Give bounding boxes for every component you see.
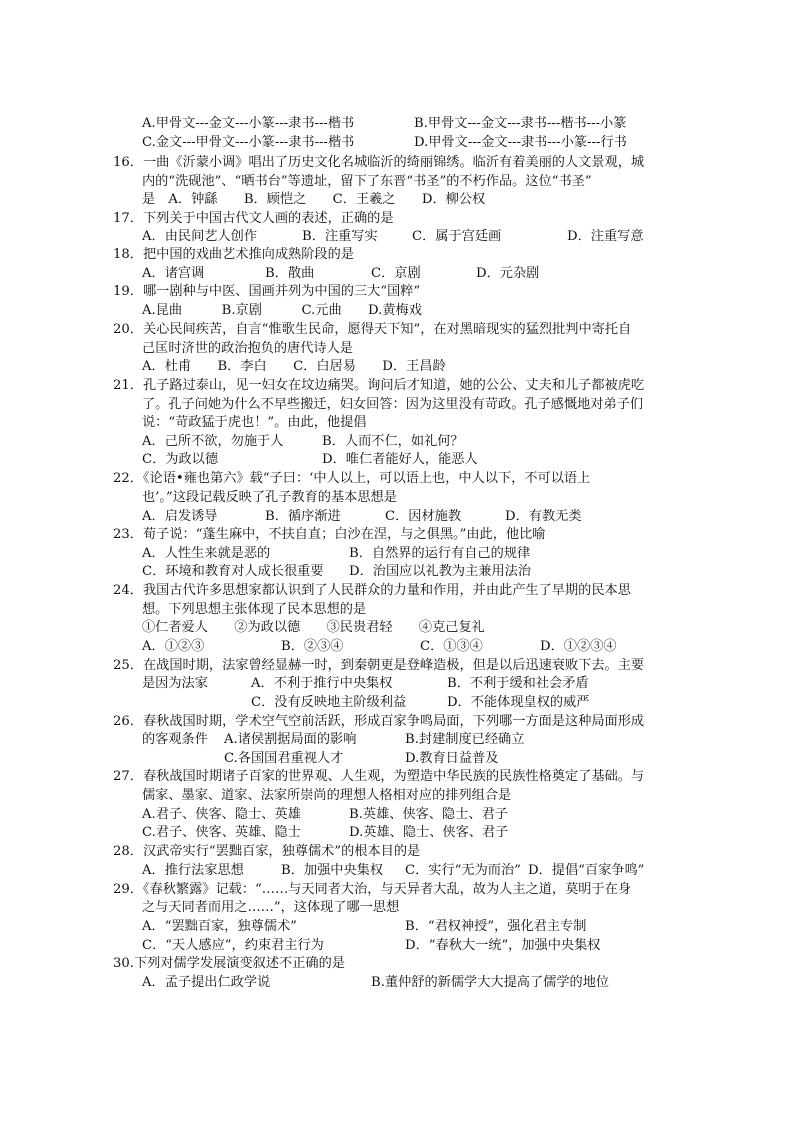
q27-option-c: C.君子、侠客、英雄、隐士 <box>142 825 301 840</box>
q29-option-c: C．“天人感应”，约束君主行为 <box>142 938 324 953</box>
q17-option-b: B．注重写实 <box>302 229 378 244</box>
q18-option-a: A．诸宫调 <box>142 266 205 281</box>
q17-option-a: A．由民间艺人创作 <box>142 229 258 244</box>
q21-option-b: B．人而不仁，如礼何？ <box>322 434 464 449</box>
q29-option-d: D．“春秋大一统”，加强中央集权 <box>405 938 601 953</box>
q18-option-b: B．散曲 <box>265 266 315 281</box>
q26-option-b: B.封建制度已经确立 <box>405 732 525 747</box>
q27-option-a: A.君子、侠客、隐士、英雄 <box>142 807 301 822</box>
q18-option-d: D．元杂剧 <box>476 266 540 281</box>
q28-option-c: C．实行“无为而治” <box>405 863 521 878</box>
q23-option-c: C．环境和教育对人成长很重要 <box>142 564 324 579</box>
q26-stem: 26．春秋战国时期，学术空气空前活跃，形成百家争鸣局面，下列哪一方面是这种局面形成 <box>113 714 645 729</box>
q24-option-a: A．①②③ <box>142 639 205 654</box>
q24-statements: ①仁者爱人 ②为政以德 ③民贵君轻 ④克己复礼 <box>142 620 485 635</box>
q30-option-b: B.董仲舒的新儒学大大提高了儒学的地位 <box>371 975 610 990</box>
q23-option-b: B．自然界的运行有自己的规律 <box>349 546 531 561</box>
q25-option-c: C．没有反映地主阶级利益 <box>251 695 407 710</box>
q22-stem: 也’。”这段记载反映了孔子教育的基本思想是 <box>142 490 397 505</box>
q29-option-a: A．“罢黜百家，独尊儒术” <box>142 919 297 934</box>
q15-option-d: D.甲骨文---金文---隶书---小篆---行书 <box>414 135 627 150</box>
q28-option-b: B．加强中央集权 <box>281 863 384 878</box>
q16-stem: 内的“洗砚池”、“晒书台”等遗址，留下了东晋“书圣”的不朽作品。这位“书圣” <box>142 174 592 189</box>
q16-options: 是 A．钟繇 B．顾恺之 C．王羲之 D．柳公权 <box>142 192 486 207</box>
q18-stem: 18．把中国的戏曲艺术推向成熟阶段的是 <box>113 247 354 262</box>
q25-stem: 25．在战国时期，法家曾经显赫一时，到秦朝更是登峰造极，但是以后迅速衰败下去。主要 <box>113 658 645 673</box>
q22-option-c: C．因材施教 <box>385 509 462 524</box>
q17-option-d: D．注重写意 <box>567 229 644 244</box>
q23-option-a: A．人性生来就是恶的 <box>142 546 271 561</box>
q16-stem: 16．一曲《沂蒙小调》唱出了历史文化名城临沂的绮丽锦绣。临沂有着美丽的人文景观，城 <box>113 155 645 170</box>
q26-option-a: A.诸侯割据局面的影响 <box>224 732 357 747</box>
q23-stem: 23．荀子说：“蓬生麻中，不扶自直；白沙在涅，与之俱黑。”由此，他比喻 <box>113 527 546 542</box>
q27-option-d: D.英雄、隐士、侠客、君子 <box>349 825 509 840</box>
q26-option-d: D.教育日益普及 <box>405 751 499 766</box>
q21-stem: 说：“苛政猛于虎也！”。由此，他提倡 <box>142 415 367 430</box>
q15-option-c: C.金文---甲骨文---小篆---隶书---楷书 <box>142 135 355 150</box>
q25-option-a: A．不利于推行中央集权 <box>251 676 393 691</box>
q22-option-d: D．有教无类 <box>505 509 582 524</box>
q30-option-a: A．孟子提出仁政学说 <box>142 975 271 990</box>
q17-stem: 17．下列关于中国古代文人画的表述，正确的是 <box>113 211 394 226</box>
q20-options: A．杜甫 B．李白 C．白居易 D．王昌龄 <box>142 359 446 374</box>
q29-stem: 之与天同者而用之……”，这体现了哪一思想 <box>142 900 400 915</box>
q21-option-c: C．为政以德 <box>142 452 219 467</box>
q26-option-c: C.各国国君重视人才 <box>224 751 344 766</box>
q29-option-b: B．“君权神授”，强化君主专制 <box>405 919 587 934</box>
q27-stem: 儒家、墨家、道家、法家所崇尚的理想人格相对应的排列组合是 <box>142 788 512 803</box>
q22-stem: 22．《论语•雍也第六》载“子曰：‘中人以上，可以语上也，中人以下，不可以语上 <box>113 471 591 486</box>
q24-option-b: B．②③④ <box>281 639 344 654</box>
q19-stem: 19．哪一剧种与中医、国画并列为中国的三大“国粹” <box>113 284 421 299</box>
q23-option-d: D．治国应以礼教为主兼用法治 <box>349 564 532 579</box>
q15-option-b: B.甲骨文---金文---隶书---楷书---小篆 <box>414 116 627 131</box>
q28-option-a: A．推行法家思想 <box>142 863 244 878</box>
q22-option-b: B．循序渐进 <box>265 509 341 524</box>
q18-option-c: C．京剧 <box>371 266 421 281</box>
q21-option-a: A．己所不欲，勿施于人 <box>142 434 284 449</box>
q20-stem: 己匡时济世的政治抱负的唐代诗人是 <box>142 341 353 356</box>
q28-stem: 28．汉武帝实行“罢黜百家，独尊儒术”的根本目的是 <box>113 844 421 859</box>
q24-stem: 想。下列思想主张体现了民本思想的是 <box>142 602 367 617</box>
q26-stem: 的客观条件 <box>142 732 208 747</box>
q17-option-c: C．属于宫廷画 <box>412 229 502 244</box>
q30-stem: 30.下列对儒学发展演变叙述不正确的是 <box>113 956 345 971</box>
q25-stem: 是因为法家 <box>142 676 208 691</box>
q28-option-d: D．提倡“百家争鸣” <box>528 863 645 878</box>
q15-option-a: A.甲骨文---金文---小篆---隶书---楷书 <box>142 116 355 131</box>
q25-option-b: B．不利于缓和社会矛盾 <box>447 676 589 691</box>
q27-option-b: B.英雄、侠客、隐士、君子 <box>349 807 508 822</box>
q29-stem: 29．《春秋繁露》记载：“……与天同者大治，与天异者大乱，故为人主之道，莫明于在身 <box>113 882 632 897</box>
q21-stem: 21．孔子路过泰山，见一妇女在坟边痛哭。询问后才知道，她的公公、丈夫和儿子都被虎吃 <box>113 378 645 393</box>
q27-stem: 27．春秋战国时期诸子百家的世界观、人生观，为塑造中华民族的民族性格奠定了基础。与 <box>113 769 645 784</box>
q25-option-d: D．不能体现皇权的威严 <box>447 695 590 710</box>
q21-option-d: D．唯仁者能好人，能恶人 <box>322 452 478 467</box>
q24-option-d: D．①②③④ <box>540 639 617 654</box>
q24-option-c: C．①③④ <box>420 639 483 654</box>
q20-stem: 20．关心民间疾苦，自言“惟歌生民命，愿得天下知”，在对黑暗现实的猛烈批判中寄托自 <box>113 322 632 337</box>
q21-stem: 了。孔子问她为什么不早些搬迁，妇女回答：因为这里没有苛政。孔子感慨地对弟子们 <box>142 397 644 412</box>
q22-option-a: A．启发诱导 <box>142 509 218 524</box>
q24-stem: 24．我国古代许多思想家都认识到了人民群众的力量和作用，并由此产生了早期的民本思 <box>113 583 631 598</box>
q19-options: A.昆曲 B.京剧 C.元曲 D.黄梅戏 <box>142 303 422 318</box>
